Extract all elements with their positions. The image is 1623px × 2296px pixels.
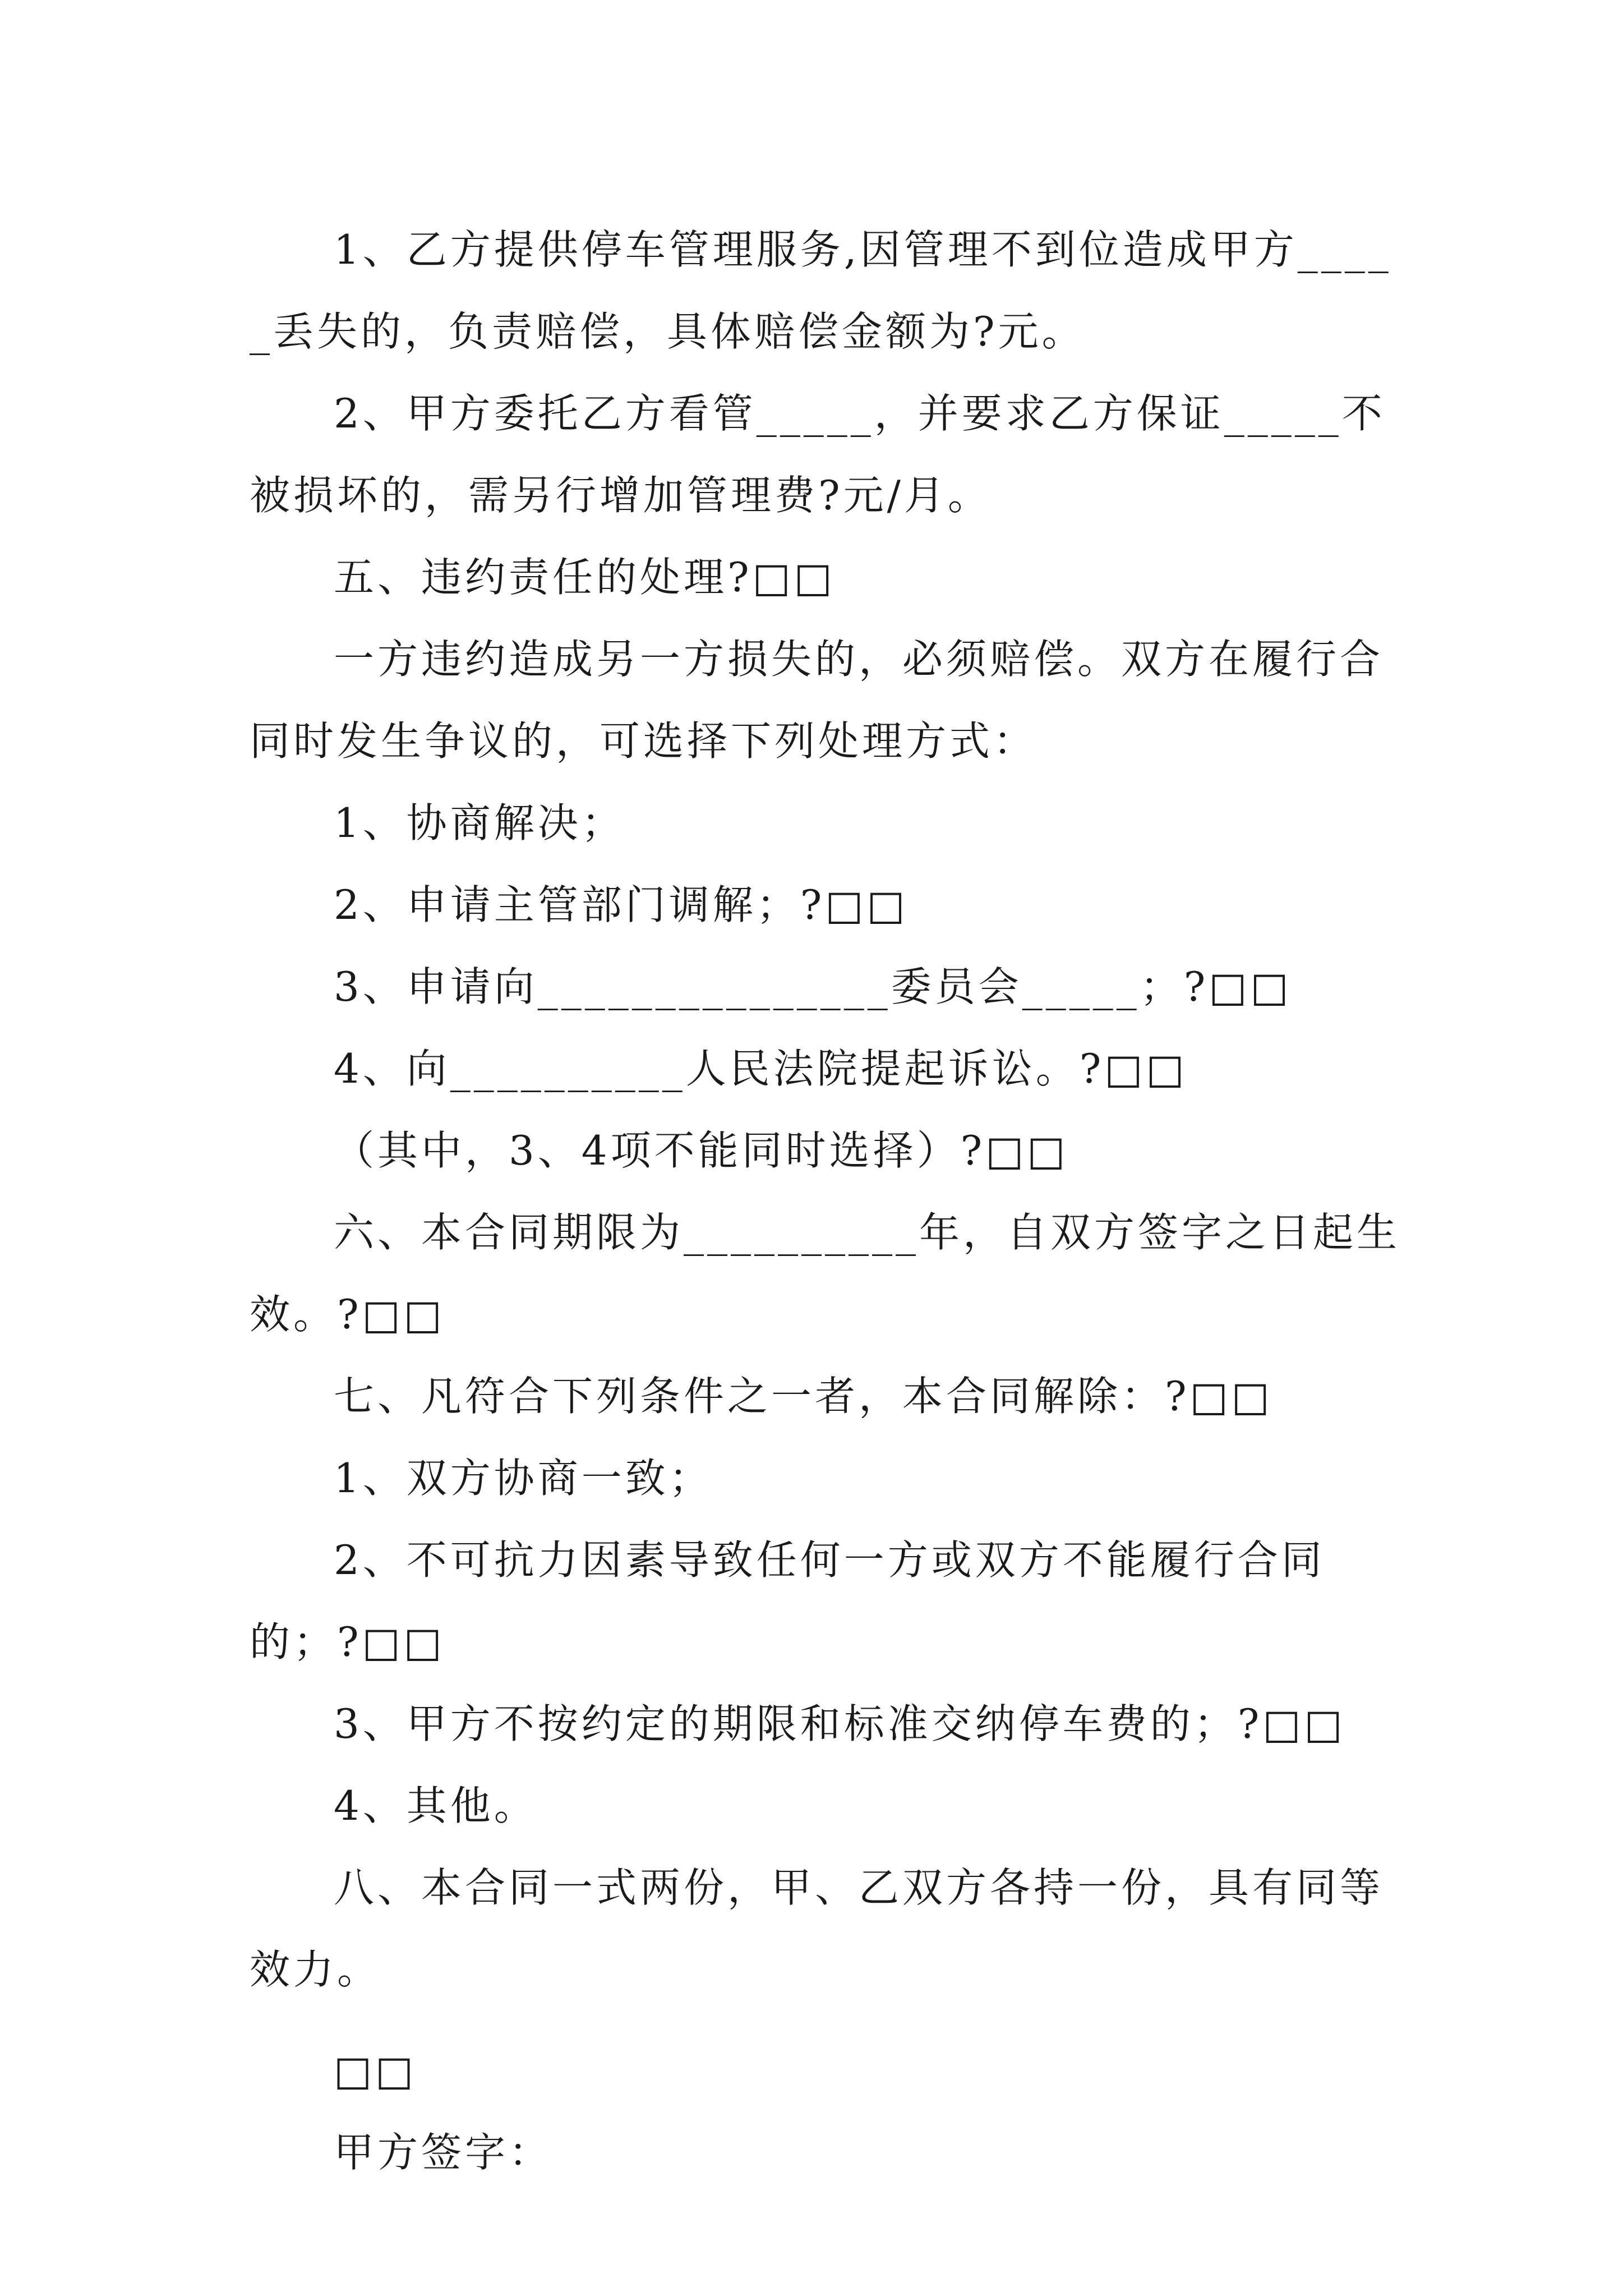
clause-5-note: （其中，3、4项不能同时选择）?□□ — [334, 1127, 1069, 1174]
document-body — [250, 209, 1408, 2193]
clause-7-item-1: 1、双方协商一致； — [334, 1455, 713, 1502]
section-heading-6: 六、本合同期限为__________年，自双方签字之日起生效。?□□ — [250, 1209, 1401, 1338]
party-a-signature-label: 甲方签字： — [334, 2129, 553, 2176]
placeholder-boxes: □□ — [334, 2047, 417, 2094]
clause-7-item-4: 4、其他。 — [334, 1782, 538, 1829]
clause-5-body: 一方违约造成另一方损失的，必须赔偿。双方在履行合同时发生争议的，可选择下列处理方式： — [250, 636, 1384, 765]
section-heading-8: 八、本合同一式两份，甲、乙双方各持一份，具有同等效力。 — [250, 1864, 1384, 1993]
clause-5-option-4: 4、向__________人民法院提起诉讼。?□□ — [334, 1045, 1188, 1092]
clause-4-item-1: 1、乙方提供停车管理服务,因管理不到位造成甲方_____丢失的，负责赔偿，具体赔偿金额为?元。 — [250, 226, 1392, 355]
section-heading-7: 七、凡符合下列条件之一者，本合同解除：?□□ — [334, 1373, 1273, 1420]
section-heading-5: 五、违约责任的处理?□□ — [334, 554, 836, 601]
clause-7-item-2: 2、不可抗力因素导致任何一方或双方不能履行合同的；?□□ — [250, 1536, 1325, 1665]
clause-4-item-2: 2、甲方委托乙方看管_____，并要求乙方保证_____不被损坏的，需另行增加管理费?元/月。 — [250, 390, 1386, 519]
clause-5-option-3: 3、申请向_______________委员会_____；?□□ — [334, 963, 1292, 1010]
clause-5-option-2: 2、申请主管部门调解；?□□ — [334, 881, 909, 928]
clause-7-item-3: 3、甲方不按约定的期限和标准交纳停车费的；?□□ — [334, 1700, 1346, 1747]
clause-5-option-1: 1、协商解决； — [334, 799, 625, 846]
